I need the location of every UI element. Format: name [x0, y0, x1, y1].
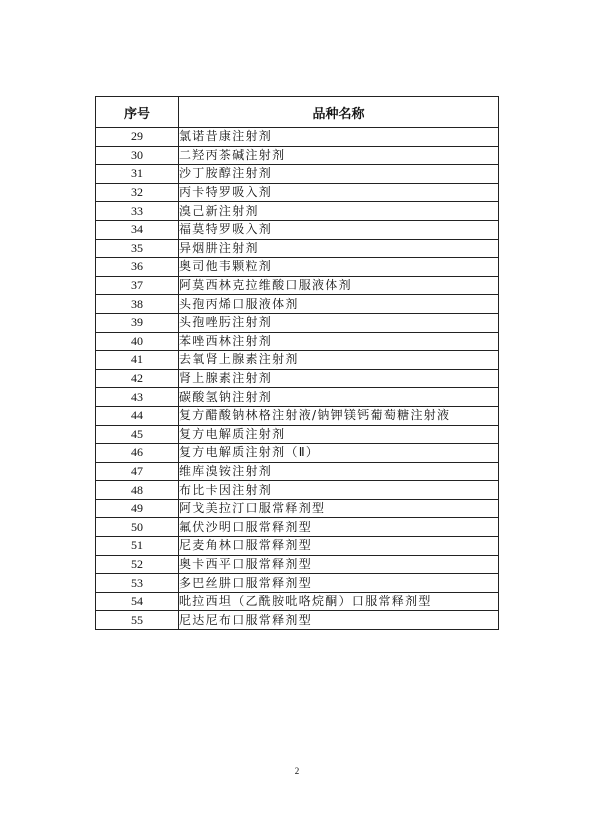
row-number: 48 — [96, 481, 179, 500]
table-row — [96, 481, 499, 500]
drug-name: 阿莫西林克拉维酸口服液体剂 — [179, 276, 499, 295]
row-number: 46 — [96, 444, 179, 463]
table-row — [96, 202, 499, 221]
row-number: 35 — [96, 239, 179, 258]
header-row — [96, 97, 499, 128]
row-number: 43 — [96, 388, 179, 407]
drug-name: 吡拉西坦（乙酰胺吡咯烷酮）口服常释剂型 — [179, 592, 499, 611]
drug-name: 二羟丙茶碱注射剂 — [179, 146, 499, 165]
row-number: 37 — [96, 276, 179, 295]
drug-name: 肾上腺素注射剂 — [179, 369, 499, 388]
row-number: 31 — [96, 165, 179, 184]
table-row — [96, 406, 499, 425]
table-row — [96, 462, 499, 481]
drug-name: 奥卡西平口服常释剂型 — [179, 555, 499, 574]
drug-name: 尼麦角林口服常释剂型 — [179, 537, 499, 556]
row-number: 33 — [96, 202, 179, 221]
table-header — [96, 97, 499, 128]
header-name: 品种名称 — [179, 97, 499, 128]
table-row — [96, 183, 499, 202]
table-row — [96, 165, 499, 184]
table-row — [96, 574, 499, 593]
table-row — [96, 220, 499, 239]
drug-name: 福莫特罗吸入剂 — [179, 220, 499, 239]
drug-name: 布比卡因注射剂 — [179, 481, 499, 500]
table-row — [96, 146, 499, 165]
table-row — [96, 499, 499, 518]
table-row — [96, 555, 499, 574]
table-row — [96, 128, 499, 147]
row-number: 53 — [96, 574, 179, 593]
row-number: 45 — [96, 425, 179, 444]
table-row — [96, 239, 499, 258]
table-row — [96, 611, 499, 630]
table-row — [96, 369, 499, 388]
table-row — [96, 332, 499, 351]
table-row — [96, 518, 499, 537]
row-number: 50 — [96, 518, 179, 537]
row-number: 47 — [96, 462, 179, 481]
drug-name: 沙丁胺醇注射剂 — [179, 165, 499, 184]
drug-name: 多巴丝肼口服常释剂型 — [179, 574, 499, 593]
page-number: 2 — [294, 766, 300, 776]
table-row — [96, 425, 499, 444]
row-number: 42 — [96, 369, 179, 388]
row-number: 41 — [96, 351, 179, 370]
drug-name: 阿戈美拉汀口服常释剂型 — [179, 499, 499, 518]
table-row — [96, 351, 499, 370]
row-number: 34 — [96, 220, 179, 239]
drug-name: 复方电解质注射剂 — [179, 425, 499, 444]
drug-name: 头孢丙烯口服液体剂 — [179, 295, 499, 314]
drug-list-table — [95, 96, 499, 630]
table-row — [96, 592, 499, 611]
row-number: 30 — [96, 146, 179, 165]
drug-name: 复方电解质注射剂（Ⅱ） — [179, 444, 499, 463]
row-number: 32 — [96, 183, 179, 202]
row-number: 38 — [96, 295, 179, 314]
drug-name: 溴己新注射剂 — [179, 202, 499, 221]
drug-name: 去氧肾上腺素注射剂 — [179, 351, 499, 370]
table-row — [96, 276, 499, 295]
table-row — [96, 444, 499, 463]
table-body — [96, 128, 499, 630]
row-number: 52 — [96, 555, 179, 574]
row-number: 49 — [96, 499, 179, 518]
drug-name: 丙卡特罗吸入剂 — [179, 183, 499, 202]
drug-name: 氟伏沙明口服常释剂型 — [179, 518, 499, 537]
row-number: 44 — [96, 406, 179, 425]
row-number: 54 — [96, 592, 179, 611]
drug-name: 苯唑西林注射剂 — [179, 332, 499, 351]
row-number: 51 — [96, 537, 179, 556]
table-row — [96, 537, 499, 556]
table-row — [96, 313, 499, 332]
row-number: 36 — [96, 258, 179, 277]
table-row — [96, 295, 499, 314]
drug-name: 尼达尼布口服常释剂型 — [179, 611, 499, 630]
row-number: 29 — [96, 128, 179, 147]
table-row — [96, 388, 499, 407]
table-row — [96, 258, 499, 277]
drug-name: 奥司他韦颗粒剂 — [179, 258, 499, 277]
drug-name: 氯诺昔康注射剂 — [179, 128, 499, 147]
drug-name: 维库溴铵注射剂 — [179, 462, 499, 481]
row-number: 40 — [96, 332, 179, 351]
drug-name: 碳酸氢钠注射剂 — [179, 388, 499, 407]
row-number: 55 — [96, 611, 179, 630]
row-number: 39 — [96, 313, 179, 332]
drug-name: 异烟肼注射剂 — [179, 239, 499, 258]
header-number: 序号 — [96, 97, 179, 128]
drug-name: 头孢唑肟注射剂 — [179, 313, 499, 332]
drug-name: 复方醋酸钠林格注射液/钠钾镁钙葡萄糖注射液 — [179, 406, 499, 425]
